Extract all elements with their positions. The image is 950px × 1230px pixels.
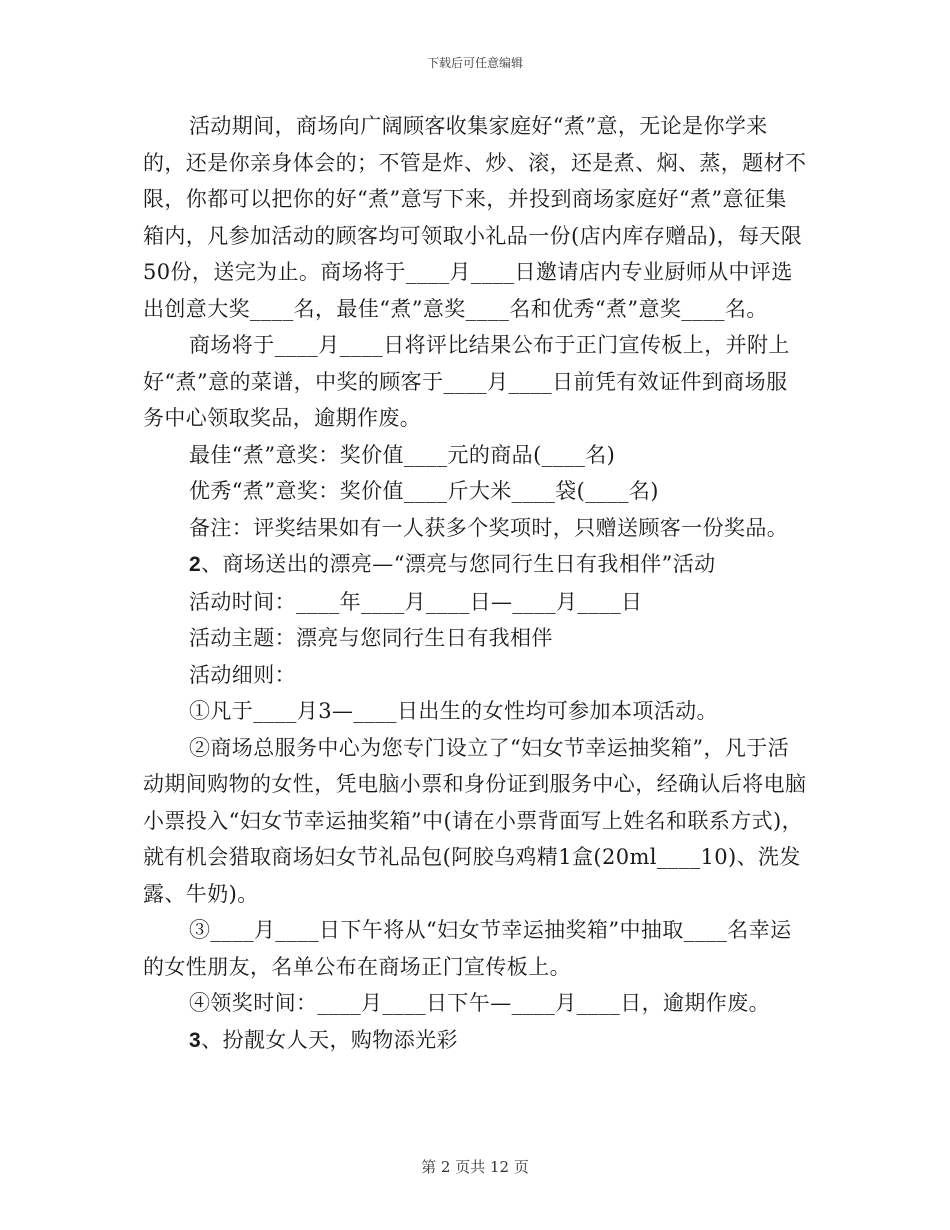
section-3-number: 3 — [189, 1028, 202, 1052]
section-2-number: 2 — [189, 553, 202, 576]
paragraph-rule-1: ①凡于____月3—____日出生的女性均可参加本项活动。 — [189, 699, 718, 723]
paragraph-collection-activity: 活动期间，商场向广阔顾客收集家庭好“煮”意，无论是你学来的，还是你亲身体会的；不管是炸、炒、滚，还是煮、焖、蒸，题材不限，你都可以把你的好“煮”意写下来，并投到商场家庭好“煮”意征集箱内，凡参加活动的顾客均可领取小礼品一份(店内库存赠品)，每天限50份，送完为止。商场将于____月____日邀请店内专业厨师从中评选出创意大奖____名，最佳“煮”意奖____名和优秀“煮”意奖____名。 — [143, 114, 807, 321]
paragraph-rule-2: ②商场总服务中心为您专门设立了“妇女节幸运抽奖箱”，凡于活动期间购物的女性，凭电脑小票和身份证到服务中心，经确认后将电脑小票投入“妇女节幸运抽奖箱”中(请在小票背面写上姓名和联系方式)，就有机会猎取商场妇女节礼品包(阿胶乌鸡精1盒(20ml____10)、洗发露、牛奶)。 — [143, 735, 807, 906]
paragraph-remark: 备注：评奖结果如有一人获多个奖项时，只赠送顾客一份奖品。 — [189, 515, 789, 540]
section-3-title: 、扮靓女人天，购物添光彩 — [201, 1027, 458, 1052]
paragraph-activity-rules: 活动细则： — [189, 662, 296, 687]
paragraph-results-announcement: 商场将于____月____日将评比结果公布于正门宣传板上，并附上好“煮”意的菜谱，中奖的顾客于____月____日前凭有效证件到商场服务中心领取奖品，逾期作废。 — [143, 333, 790, 430]
page-footer: 第 2 页共 12 页 — [421, 1158, 529, 1176]
document-body — [143, 108, 807, 1059]
section-2-title: 、商场送出的漂亮—“漂亮与您同行生日有我相伴”活动 — [201, 552, 716, 576]
paragraph-excellent-prize: 优秀“煮”意奖：奖价值____斤大米____袋(____名) — [189, 479, 659, 503]
paragraph-rule-4: ④领奖时间：____月____日下午—____月____日，逾期作废。 — [189, 991, 770, 1015]
page-header: 下载后可任意编辑 — [426, 56, 523, 70]
paragraph-activity-time: 活动时间：____年____月____日—____月____日 — [189, 589, 643, 614]
paragraph-best-prize: 最佳“煮”意奖：奖价值____元的商品(____名) — [189, 442, 616, 467]
paragraph-activity-theme: 活动主题：漂亮与您同行生日有我相伴 — [189, 626, 553, 650]
section-3-heading — [143, 1022, 807, 1060]
paragraph-rule-3: ③____月____日下午将从“妇女节幸运抽奖箱”中抽取____名幸运的女性朋友，名单公布在商场正门宣传板上。 — [143, 918, 792, 979]
section-2-heading — [143, 546, 807, 584]
